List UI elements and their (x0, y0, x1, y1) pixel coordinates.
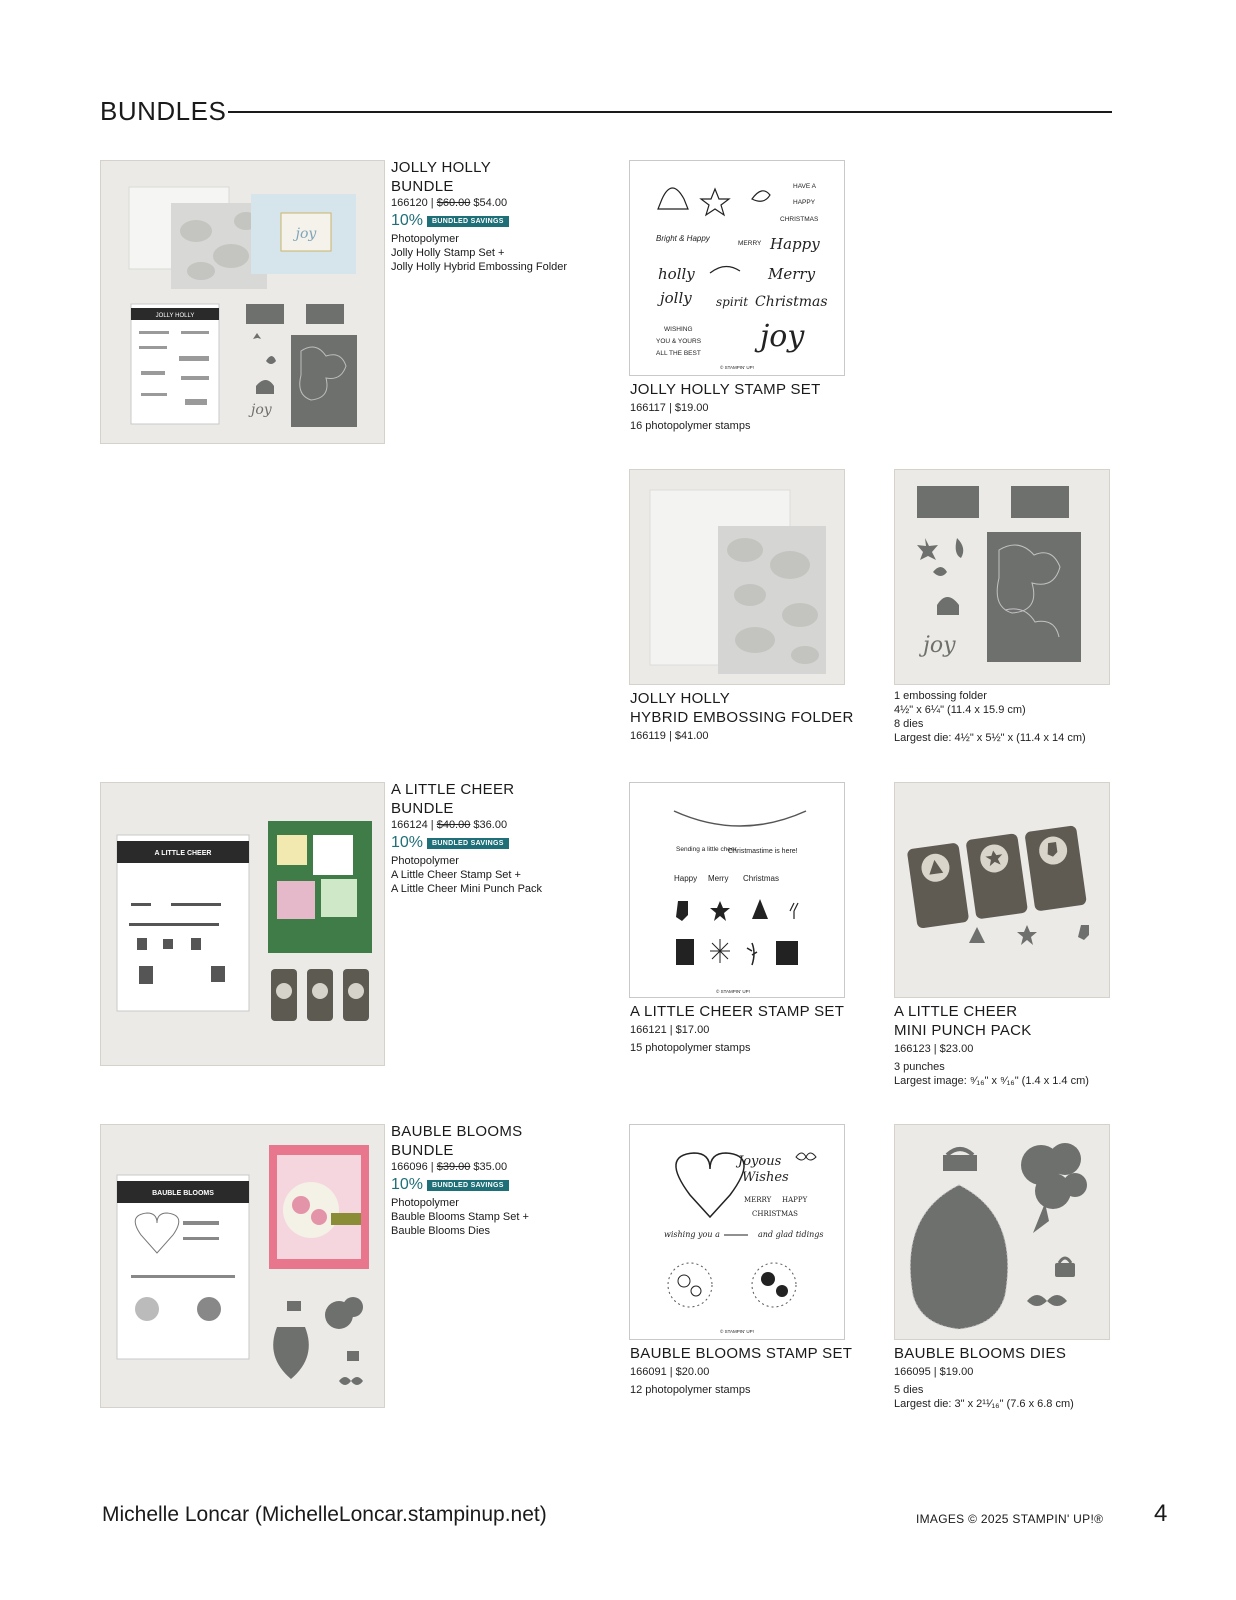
stamp-merry-script: Merry (768, 265, 816, 283)
stamp-have-a: HAVE A (793, 183, 817, 190)
a-little-cheer-stamp-set-image (629, 782, 845, 998)
bundled-savings-badge: BUNDLED SAVINGS (427, 216, 509, 227)
product-price: 166117 | $19.00 (630, 402, 709, 414)
svg-text:joy: joy (251, 402, 272, 418)
stamp-all-best: ALL THE BEST (656, 350, 701, 357)
bundle-name-line1: JOLLY HOLLY (391, 159, 492, 176)
jolly-holly-embossing-folder-info (630, 689, 870, 743)
bundle-desc-1: Photopolymer (391, 233, 459, 245)
bundled-savings-badge: BUNDLED SAVINGS (427, 1180, 509, 1191)
product-detail-1: 3 punches (894, 1061, 945, 1073)
footer-copyright: IMAGES © 2025 STAMPIN' UP!® (916, 1512, 1104, 1526)
product-detail-1: 1 embossing folder (894, 690, 987, 702)
bundle-price: $54.00 (473, 197, 508, 209)
bundle-desc-2: Bauble Blooms Stamp Set + (391, 1211, 529, 1223)
item-number: 166124 (391, 819, 428, 831)
stamp-merry: Merry (708, 874, 729, 883)
stamp-joyous: Joyous (738, 1154, 782, 1169)
jolly-holly-bundle-info: JOLLY HOLLY BUNDLE 166120 | $60.00 $54.00 10% BUNDLED SAVINGS Photopolymer Jolly Holly Stamp Set + Jolly Holly Hybrid Embossing Folder (391, 158, 611, 274)
bundle-price: $35.00 (473, 1161, 508, 1173)
stamp-happy: HAPPY (782, 1196, 808, 1204)
jolly-holly-dies-image (894, 469, 1110, 685)
product-detail: 15 photopolymer stamps (630, 1042, 751, 1054)
savings-percent: 10% (391, 1176, 424, 1193)
bundle-desc-1: Photopolymer (391, 1197, 459, 1209)
product-name: BAUBLE BLOOMS STAMP SET (630, 1345, 853, 1362)
savings-percent: 10% (391, 212, 424, 229)
joy-card-text: joy (295, 226, 317, 242)
bundle-name-line2: BUNDLE (391, 800, 454, 817)
stamp-you-yours: YOU & YOURS (656, 338, 702, 345)
original-price: $60.00 (436, 197, 471, 209)
a-little-cheer-punch-pack-image (894, 782, 1110, 998)
stamp-happy: Happy (674, 874, 698, 883)
footer-demonstrator: Michelle Loncar (MichelleLoncar.stampinup.net) (102, 1503, 547, 1526)
savings-percent: 10% (391, 834, 424, 851)
stamp-wishing: WISHING (664, 326, 693, 333)
product-name-line1: JOLLY HOLLY (630, 690, 731, 707)
a-little-cheer-bundle-info: A LITTLE CHEER BUNDLE 166124 | $40.00 $36.00 10% BUNDLED SAVINGS Photopolymer A Little Cheer Stamp Set + A Little Cheer Mini Punch Pack (391, 780, 611, 896)
product-name: A LITTLE CHEER STAMP SET (630, 1003, 845, 1020)
original-price: $39.00 (436, 1161, 471, 1173)
bb-pkg-label: BAUBLE BLOOMS (152, 1190, 214, 1197)
product-price: 166123 | $23.00 (894, 1043, 974, 1055)
original-price: $40.00 (436, 819, 471, 831)
bundle-desc-2: A Little Cheer Stamp Set + (391, 869, 521, 881)
jh-pkg-label: JOLLY HOLLY (155, 313, 195, 319)
bauble-blooms-stamp-set-image (629, 1124, 845, 1340)
bauble-blooms-bundle-info: BAUBLE BLOOMS BUNDLE 166096 | $39.00 $35.00 10% BUNDLED SAVINGS Photopolymer Bauble Blooms Stamp Set + Bauble Blooms Dies (391, 1122, 611, 1238)
page-number: 4 (1154, 1500, 1168, 1527)
stamp-merry: MERRY (738, 240, 762, 247)
stamp-holly: holly (658, 265, 695, 283)
bundle-desc-3: Bauble Blooms Dies (391, 1225, 491, 1237)
item-number: 166096 (391, 1161, 428, 1173)
bauble-blooms-stamp-set-info (630, 1344, 870, 1397)
product-price: 166119 | $41.00 (630, 730, 709, 742)
stamp-glad: and glad tidings (758, 1230, 824, 1239)
jolly-holly-dies-info (894, 689, 1134, 745)
stamp-sending: Sending a little cheer (676, 846, 737, 853)
bauble-blooms-dies-info (894, 1344, 1134, 1411)
bauble-blooms-bundle-image (100, 1124, 385, 1408)
product-price: 166095 | $19.00 (894, 1366, 974, 1378)
bundle-desc-1: Photopolymer (391, 855, 459, 867)
stamp-brand: © STAMPIN' UP! (720, 1329, 754, 1334)
stamp-spirit: spirit (716, 295, 749, 309)
product-detail-2: Largest image: ⁹⁄₁₆" x ⁹⁄₁₆" (1.4 x 1.4 cm) (894, 1075, 1089, 1087)
stamp-jolly: jolly (660, 289, 692, 307)
bundle-name-line1: BAUBLE BLOOMS (391, 1123, 523, 1140)
jolly-holly-stamp-set-image (629, 160, 845, 376)
stamp-christmas: CHRISTMAS (752, 1210, 798, 1218)
stamp-brand: © STAMPIN' UP! (720, 365, 754, 370)
stamp-happy: HAPPY (793, 199, 816, 206)
bundle-desc-3: A Little Cheer Mini Punch Pack (391, 883, 543, 895)
stamp-merry: MERRY (744, 1196, 772, 1204)
jolly-holly-embossing-folder-image (629, 469, 845, 685)
a-little-cheer-bundle-image (100, 782, 385, 1066)
product-name: JOLLY HOLLY STAMP SET (630, 381, 821, 398)
product-detail-1: 5 dies (894, 1384, 924, 1396)
product-detail-4: Largest die: 4½" x 5½" x (11.4 x 14 cm) (894, 732, 1086, 744)
bundle-name-line1: A LITTLE CHEER (391, 781, 515, 798)
a-little-cheer-stamp-set-info (630, 1002, 870, 1055)
product-name-line1: A LITTLE CHEER (894, 1003, 1018, 1020)
stamp-bright: Bright & Happy (656, 234, 710, 243)
stamp-brand: © STAMPIN' UP! (716, 989, 750, 994)
stamp-wishing: wishing you a (664, 1230, 720, 1239)
product-price: 166091 | $20.00 (630, 1366, 710, 1378)
product-detail-2: Largest die: 3" x 2¹¹⁄₁₆" (7.6 x 6.8 cm) (894, 1398, 1074, 1410)
a-little-cheer-punch-pack-info (894, 1002, 1134, 1088)
item-number: 166120 (391, 197, 428, 209)
bundle-name-line2: BUNDLE (391, 1142, 454, 1159)
product-detail-2: 4½" x 6¼" (11.4 x 15.9 cm) (894, 704, 1026, 716)
stamp-wishes: Wishes (742, 1170, 789, 1185)
bundled-savings-badge: BUNDLED SAVINGS (427, 838, 509, 849)
bauble-blooms-dies-image (894, 1124, 1110, 1340)
product-detail: 16 photopolymer stamps (630, 420, 751, 432)
stamp-happy-script: Happy (770, 235, 820, 253)
product-detail-3: 8 dies (894, 718, 924, 730)
bundle-name-line2: BUNDLE (391, 178, 454, 195)
jolly-holly-stamp-set-info (630, 380, 870, 433)
product-name-line2: HYBRID EMBOSSING FOLDER (630, 709, 854, 726)
product-name: BAUBLE BLOOMS DIES (894, 1345, 1067, 1362)
stamp-christmas: Christmas (743, 874, 780, 883)
jolly-holly-bundle-image (100, 160, 385, 444)
bundle-desc-2: Jolly Holly Stamp Set + (391, 247, 505, 259)
section-rule (228, 111, 1112, 113)
section-title: BUNDLES (100, 96, 227, 126)
product-name-line2: MINI PUNCH PACK (894, 1022, 1032, 1039)
stamp-christmas: CHRISTMAS (780, 216, 819, 223)
bundle-desc-3: Jolly Holly Hybrid Embossing Folder (391, 261, 568, 273)
stamp-christmastime: Christmastime is here! (728, 848, 798, 855)
svg-text:joy: joy (923, 633, 956, 658)
lc-pkg-label: A LITTLE CHEER (154, 850, 212, 857)
bundle-price: $36.00 (473, 819, 508, 831)
product-detail: 12 photopolymer stamps (630, 1384, 751, 1396)
product-price: 166121 | $17.00 (630, 1024, 710, 1036)
stamp-joy: joy (760, 319, 805, 354)
stamp-christmas-script: Christmas (755, 294, 828, 310)
